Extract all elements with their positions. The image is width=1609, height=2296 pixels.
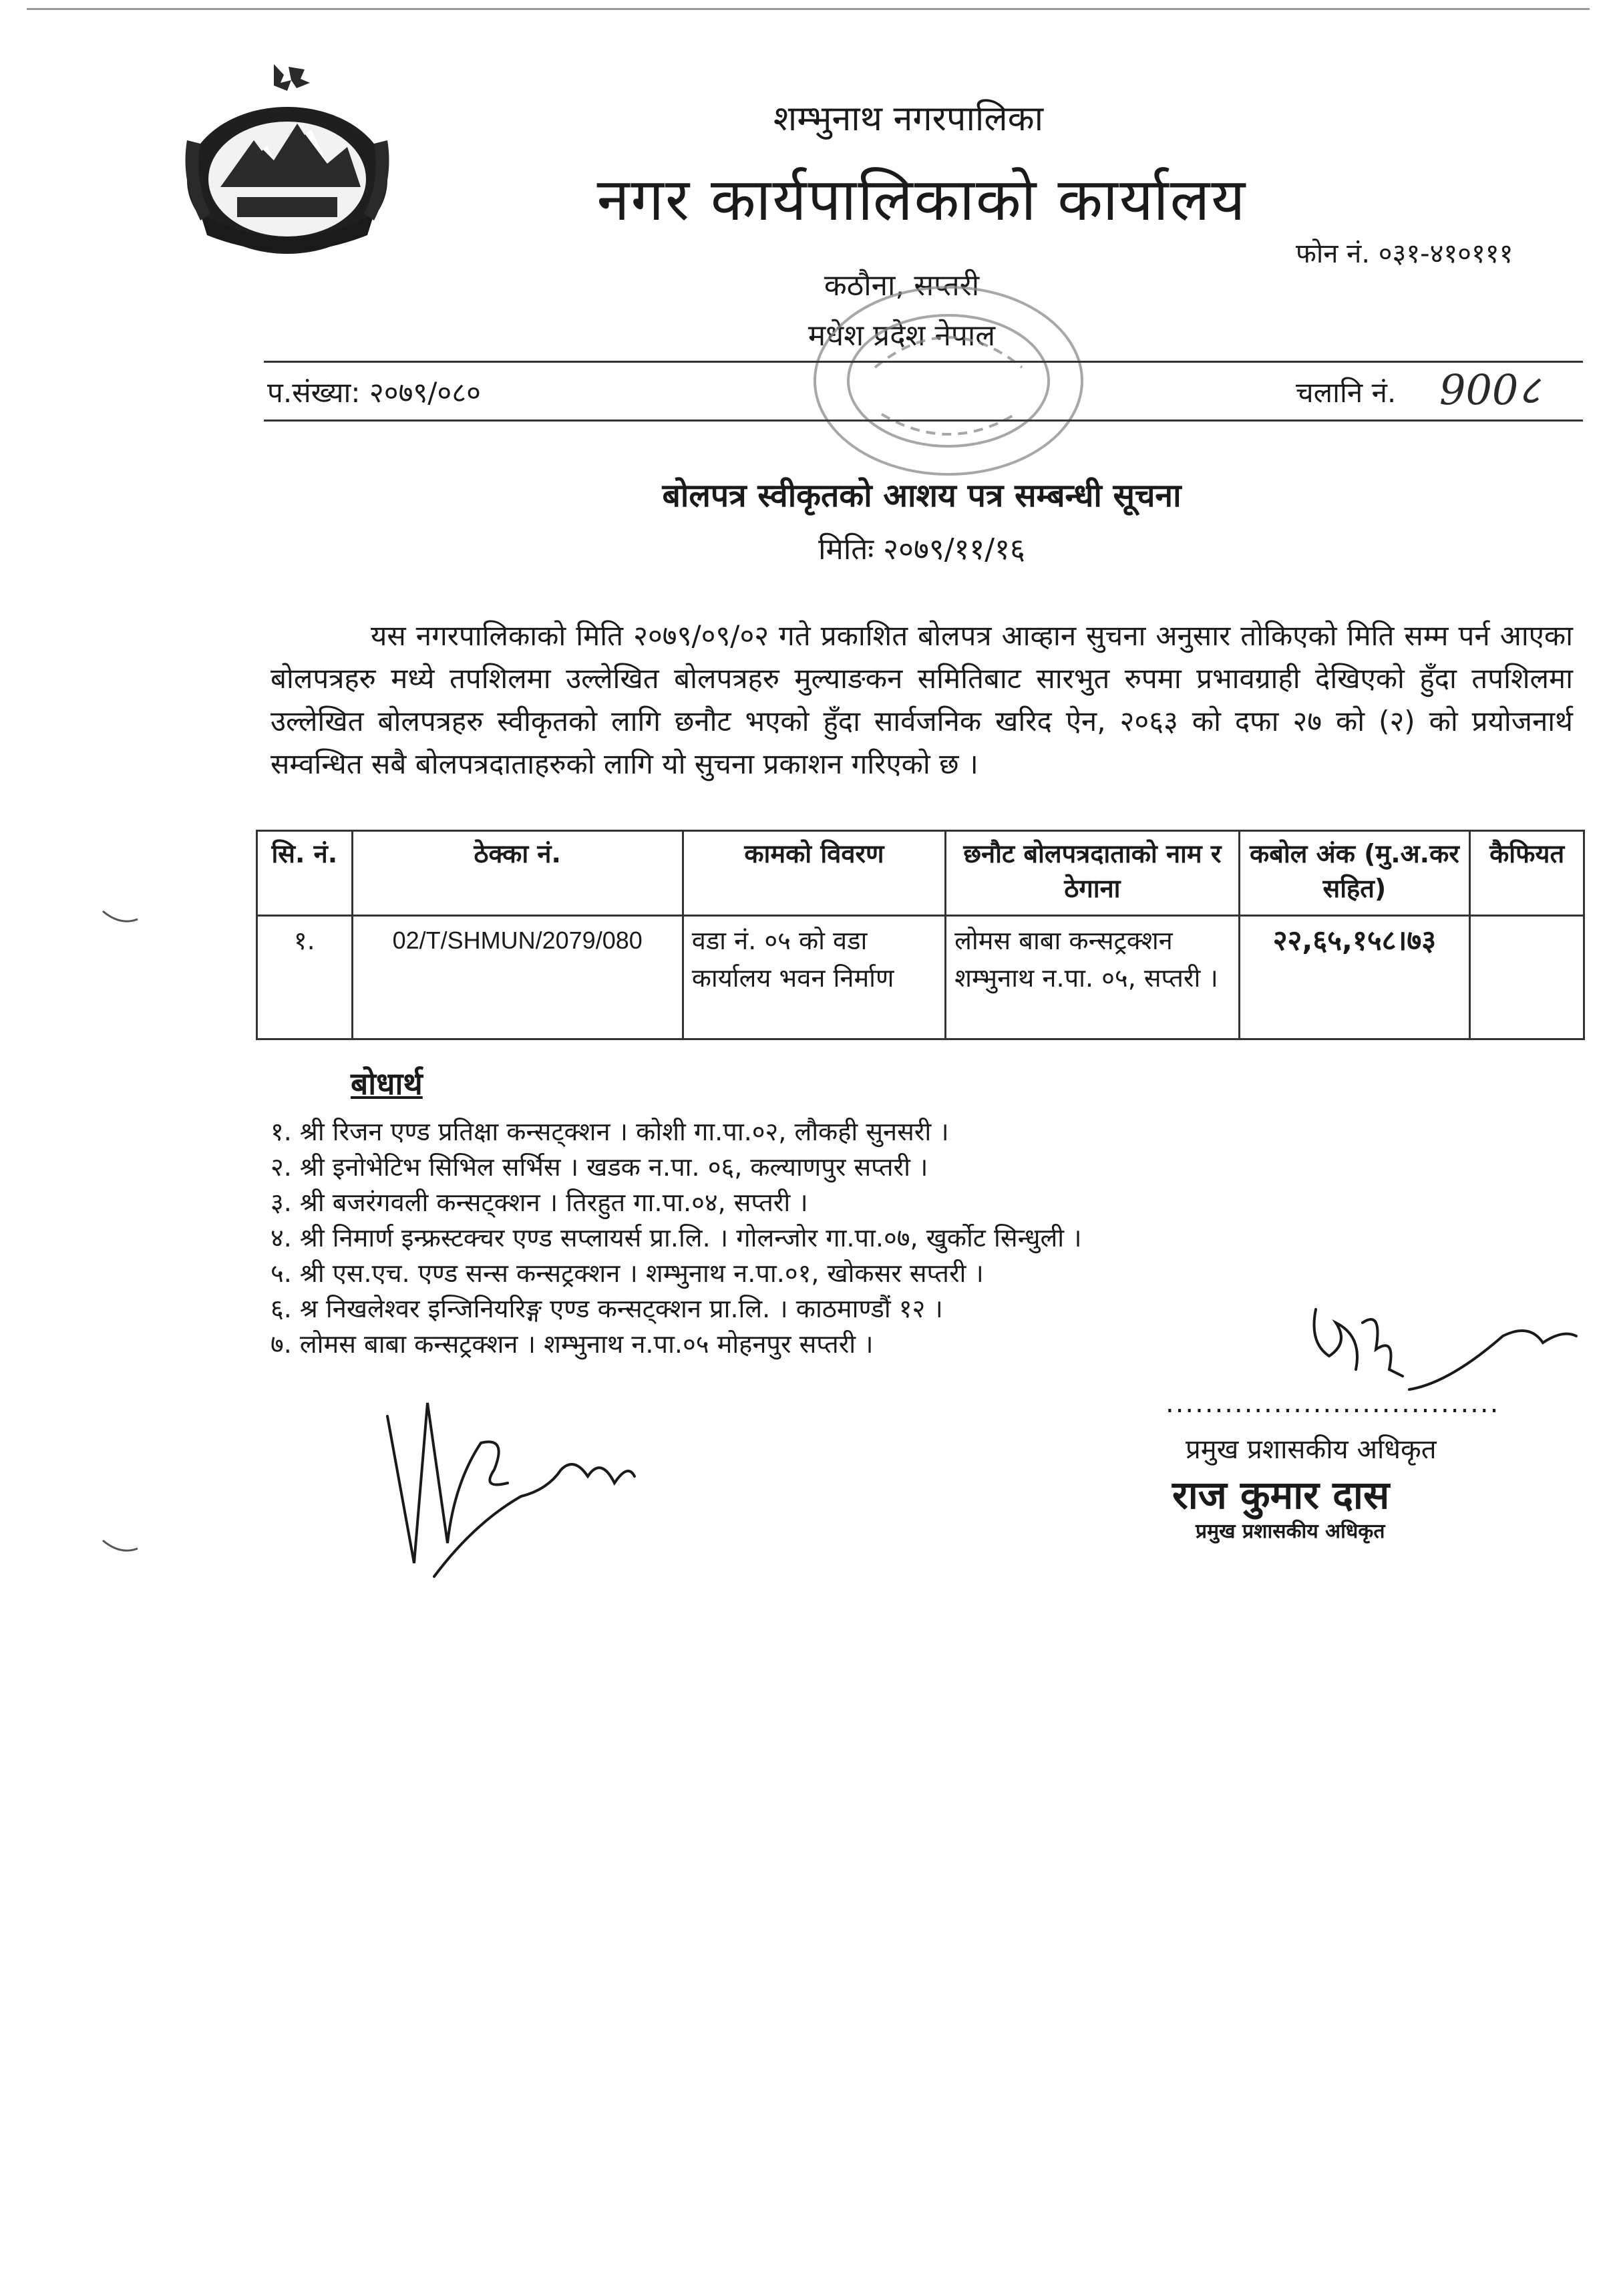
top-border-line — [27, 8, 1590, 10]
header-work-description: कामको विवरण — [683, 831, 945, 916]
header-amount: कबोल अंक (मु.अ.कर सहित) — [1239, 831, 1470, 916]
phone-number: फोन नं. ०३१-४१०१११ — [1296, 238, 1513, 269]
header-rule-bottom — [264, 420, 1583, 422]
list-item: ३. श्री बजरंगवली कन्सट्क्शन । तिरहुत गा.पा.०४, सप्तरी । — [271, 1188, 808, 1217]
header-contract-no: ठेक्का नं. — [352, 831, 683, 916]
signatory-designation-stamp: प्रमुख प्रशासकीय अधिकृत — [1196, 1520, 1385, 1543]
punch-hole-mark-icon — [100, 907, 140, 927]
municipality-name: शम्भुनाथ नगरपालिका — [773, 99, 1044, 139]
list-item: ५. श्री एस.एच. एण्ड सन्स कन्सट्रक्शन । शम्भुनाथ न.पा.०१, खोकसर सप्तरी । — [271, 1259, 984, 1288]
left-signature — [374, 1376, 641, 1597]
notice-date: मितिः २०७९/११/१६ — [818, 532, 1025, 566]
list-item: ४. श्री निमार्ण इन्फ्रस्टक्चर एण्ड सप्लायर्स प्रा.लि. । गोलन्जोर गा.पा.०७, खुर्कोट सिन्धुली । — [271, 1223, 1082, 1253]
cell-serial: १. — [257, 916, 353, 1039]
office-stamp-icon — [808, 281, 1089, 481]
header-rule-top — [264, 361, 1583, 363]
list-item: १. श्री रिजन एण्ड प्रतिक्षा कन्सट्क्शन । कोशी गा.पा.०२, लौकही सुनसरी । — [271, 1117, 949, 1146]
signatory-name: राज कुमार दास — [1172, 1472, 1390, 1518]
notice-body: यस नगरपालिकाको मिति २०७९/०९/०२ गते प्रकाशित बोलपत्र आव्हान सुचना अनुसार तोकिएको मिति सम्म पर्न आएका बोलपत्रहरु मध्ये तपशिलमा उल्लेखित बोलपत्रहरु मुल्याङकन समितिबाट सारभुत रुपमा प्रभावग्राही देखिएको हुँदा तपशिलमा उल्लेखित बोलपत्रहरु स्वीकृतको लागि छनौट भएको हुँदा सार्वजनिक खरिद ऐन, २०६३ को दफा २७ को (२) को प्रयोजनार्थ सम्वन्धित सबै बोलपत्रदाताहरुको लागि यो सुचना प्रकाशन गरिएको छ । — [271, 619, 1573, 780]
dispatch-number-label: चलानि नं. — [1296, 376, 1397, 409]
address-line-2: मधेश प्रदेश नेपाल — [808, 319, 996, 353]
header-remarks: कैफियत — [1470, 831, 1584, 916]
letter-reference-number: प.संख्या: २०७९/०८० — [267, 376, 481, 409]
cc-list — [271, 1114, 1082, 1362]
header-bidder: छनौट बोलपत्रदाताको नाम र ठेगाना — [946, 831, 1239, 916]
cell-amount: २२,६५,१५८।७३ — [1239, 916, 1470, 1039]
table-row — [257, 916, 1584, 1039]
dispatch-number-handwritten: 900८ — [1439, 365, 1540, 414]
nepal-emblem-icon — [174, 60, 401, 267]
cell-work-description: वडा नं. ०५ को वडा कार्यालय भवन निर्माण — [683, 916, 945, 1039]
list-item: २. श्री इनोभेटिभ सिभिल सर्भिस । खडक न.पा. ०६, कल्याणपुर सप्तरी । — [271, 1152, 928, 1182]
cc-title: बोधार्थ — [351, 1065, 423, 1102]
cell-bidder: लोमस बाबा कन्सट्रक्शन शम्भुनाथ न.पा. ०५, सप्तरी । — [946, 916, 1239, 1039]
signature-dotted-line: .................................. — [1166, 1388, 1500, 1419]
cell-remarks — [1470, 916, 1584, 1039]
table-header-row — [257, 831, 1584, 916]
office-title: नगर कार्यपालिकाको कार्यालय — [596, 165, 1247, 234]
cell-contract-no: 02/T/SHMUN/2079/080 — [352, 916, 683, 1039]
notice-subject: बोलपत्र स्वीकृतको आशय पत्र सम्बन्धी सूचना — [662, 477, 1182, 514]
list-item: ७. लोमस बाबा कन्सट्रक्शन । शम्भुनाथ न.पा.०५ मोहनपुर सप्तरी । — [271, 1329, 874, 1359]
list-item: ६. श्र निखलेश्वर इन्जिनियरिङ्ग एण्ड कन्सट्क्शन प्रा.लि. । काठमाण्डौं १२ । — [271, 1294, 943, 1323]
tender-table — [256, 830, 1585, 1040]
punch-hole-mark-icon — [100, 1536, 140, 1556]
header-serial: सि. नं. — [257, 831, 353, 916]
signatory-designation: प्रमुख प्रशासकीय अधिकृत — [1186, 1434, 1437, 1465]
address-line-1: कठौना, सप्तरी — [824, 269, 980, 303]
officer-signature — [1302, 1296, 1583, 1403]
